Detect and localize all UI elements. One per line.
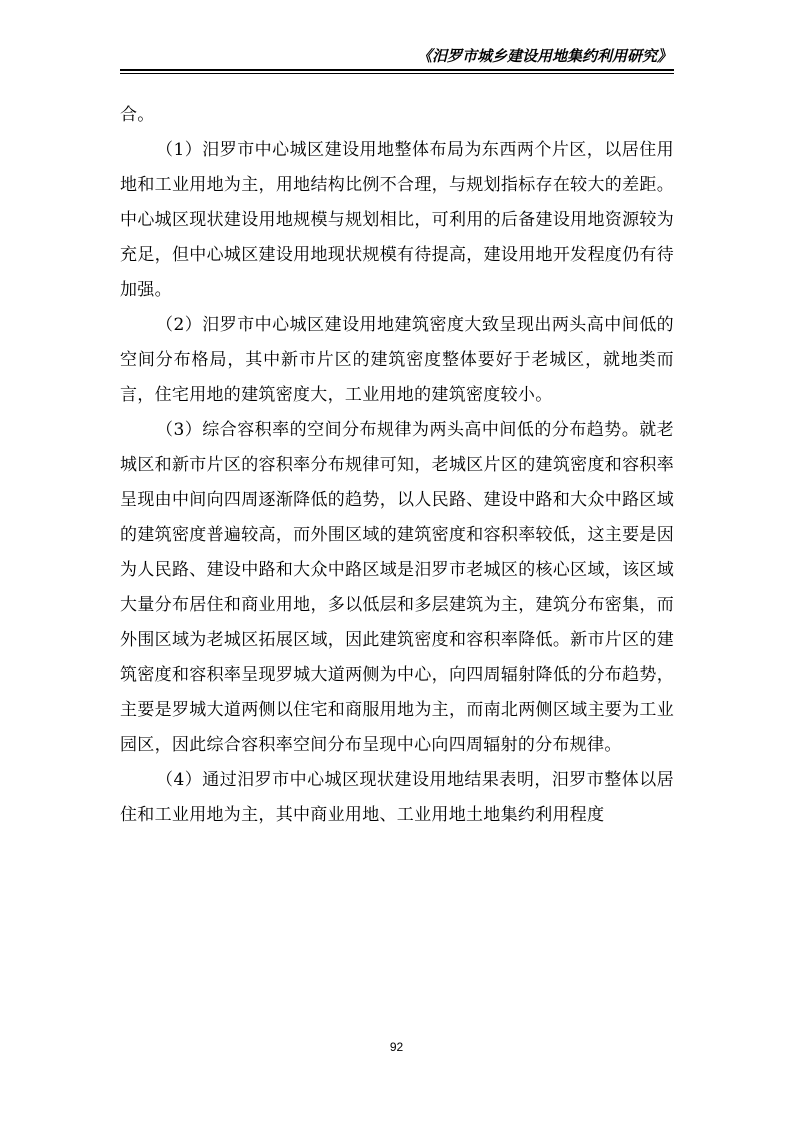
- body-text: [120, 98, 674, 833]
- paragraph-point-2: （2）汨罗市中心城区建设用地建筑密度大致呈现出两头高中间低的空间分布格局，其中新市片区的建筑密度整体要好于老城区，就地类而言，住宅用地的建筑密度大，工业用地的建筑密度较小。: [120, 315, 674, 405]
- page-header: [120, 44, 674, 72]
- header-rule-thick: [120, 69, 674, 71]
- header-rule-thin: [120, 73, 674, 74]
- page-number: 92: [389, 1040, 404, 1054]
- paragraph-point-3: （3）综合容积率的空间分布规律为两头高中间低的分布趋势。就老城区和新市片区的容积率分布规律可知，老城区片区的建筑密度和容积率呈现由中间向四周逐渐降低的趋势，以人民路、建设中路和大众中路区域的建筑密度普遍较高，而外围区域的建筑密度和容积率较低，这主要是因为人民路、建设中路和大众中路区域是汨罗市老城区的核心区域，该区域大量分布居住和商业用地，多以低层和多层建筑为主，建筑分布密集，而外围区域为老城区拓展区域，因此建筑密度和容积率降低。新市片区的建筑密度和容积率呈现罗城大道两侧为中心，向四周辐射降低的分布趋势，主要是罗城大道两侧以住宅和商服用地为主，而南北两侧区域主要为工业园区，因此综合容积率空间分布呈现中心向四周辐射的分布规律。: [120, 420, 674, 755]
- paragraph-point-4: （4）通过汨罗市中心城区现状建设用地结果表明，汨罗市整体以居住和工业用地为主，其中商业用地、工业用地土地集约利用程度: [120, 770, 674, 825]
- header-title: 《汨罗市城乡建设用地集约利用研究》: [416, 47, 672, 65]
- paragraph-point-1: （1）汨罗市中心城区建设用地整体布局为东西两个片区，以居住用地和工业用地为主，用地结构比例不合理，与规划指标存在较大的差距。中心城区现状建设用地规模与规划相比，可利用的后备建设用地资源较为充足，但中心城区建设用地现状规模有待提高，建设用地开发程度仍有待加强。: [120, 140, 674, 300]
- paragraph-continuation: 合。: [120, 105, 155, 125]
